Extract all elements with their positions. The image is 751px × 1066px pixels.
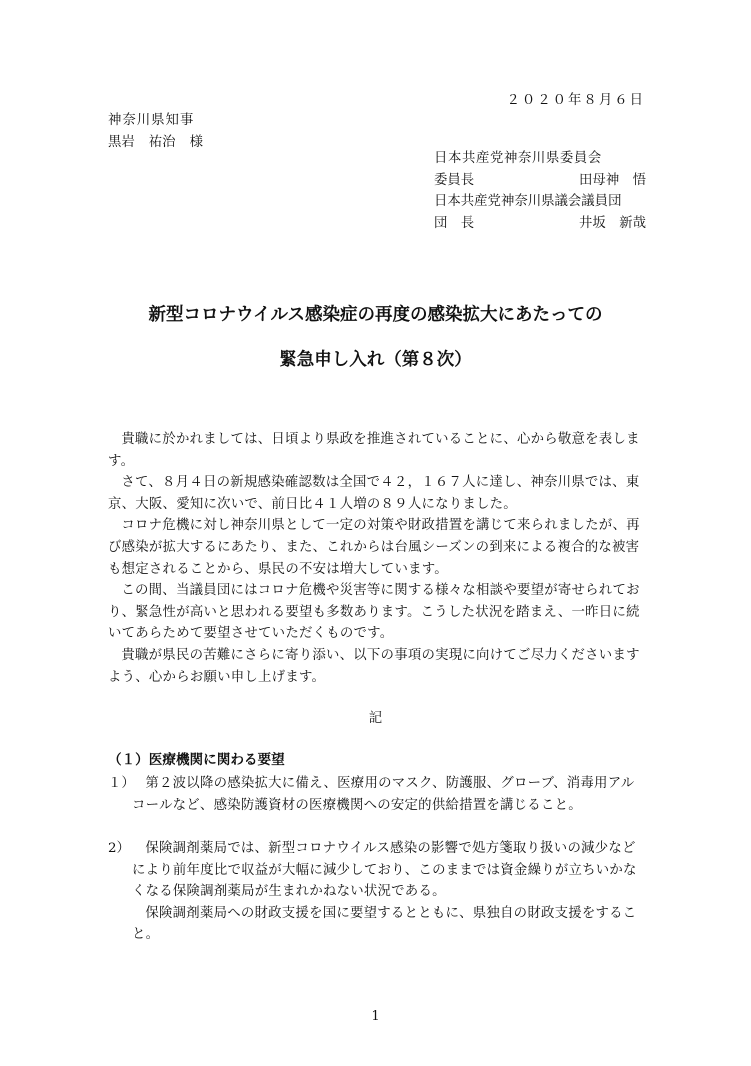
item-text: 保険調剤薬局では、新型コロナウイルス感染の影響で処方箋取り扱いの減少などにより前年度比で収益が大幅に減少しており、このままでは資金繰りが立ちいかなくなる保険調剤薬局が生まれかねない状況である。 — [132, 841, 637, 900]
body-paragraph: この間、当議員団にはコロナ危機や災害等に関する様々な相談や要望が寄せられており、緊急性が高いと思われる要望も多数あります。こうした状況を踏まえ、一昨日に続いてあらためて要望させていただくものです。 — [108, 583, 640, 642]
document-title-line-2: 緊急申し入れ（第８次） — [279, 350, 472, 370]
item-number: １） — [108, 776, 135, 791]
body-paragraph: 貴職が県民の苦難にさらに寄り添い、以下の事項の実現に向けてご尽力くださいますよう、心からお願い申し上げます。 — [108, 647, 640, 685]
addressee-family-name: 黒岩 — [108, 135, 135, 150]
sender-role: 団 長 — [434, 215, 475, 231]
request-item — [108, 773, 648, 816]
sender-name: 井坂 新哉 — [579, 215, 646, 231]
document-title-line-1: 新型コロナウイルス感染症の再度の感染拡大にあたっての — [148, 305, 603, 325]
sender-role: 日本共産党神奈川県議会議員団 — [434, 194, 622, 209]
addressee-honorific: 様 — [189, 135, 203, 150]
addressee-given-name: 祐治 — [148, 135, 176, 150]
addressee-title: 神奈川県知事 — [108, 113, 195, 128]
page-number: 1 — [371, 1009, 380, 1024]
body-text — [108, 429, 648, 688]
body-paragraph: さて、８月４日の新規感染確認数は全国で４２，１６７人に達し、神奈川県では、東京、大阪、愛知に次いで、前日比４１人増の８９人になりました。 — [108, 475, 640, 512]
sender-role: 日本共産党神奈川県委員会 — [434, 151, 602, 166]
section-heading: （１）医療機関に関わる要望 — [108, 752, 285, 768]
ki-marker: 記 — [368, 711, 383, 726]
sender-row — [434, 213, 646, 235]
sender-name: 田母神 悟 — [579, 172, 646, 188]
item-number: 2） — [108, 841, 130, 856]
sender-role: 委員長 — [434, 172, 475, 188]
body-paragraph: コロナ危機に対し神奈川県として一定の対策や財政措置を講じて来られましたが、再び感染が拡大するにあたり、また、これからは台風シーズンの到来による複合的な被害も想定されることから、県民の不安は増大しています。 — [108, 518, 640, 577]
sender-block — [434, 148, 646, 234]
sender-row — [434, 148, 646, 170]
body-paragraph: 貴職に於かれましては、日頃より県政を推進されていることに、心から敬意を表します。 — [108, 432, 640, 469]
sender-row — [434, 191, 646, 213]
item-text: 第２波以降の感染拡大に備え、医療用のマスク、防護服、グローブ、消毒用アルコールなど、感染防護資材の医療機関への安定的供給措置を講じること。 — [132, 776, 635, 813]
item-text-continued: 保険調剤薬局への財政支援を国に要望するとともに、県独自の財政支援をすること。 — [132, 905, 637, 943]
document-date: ２０２０年８月６日 — [506, 93, 645, 108]
request-item — [108, 838, 648, 946]
sender-row — [434, 170, 646, 192]
addressee-name — [108, 132, 203, 154]
